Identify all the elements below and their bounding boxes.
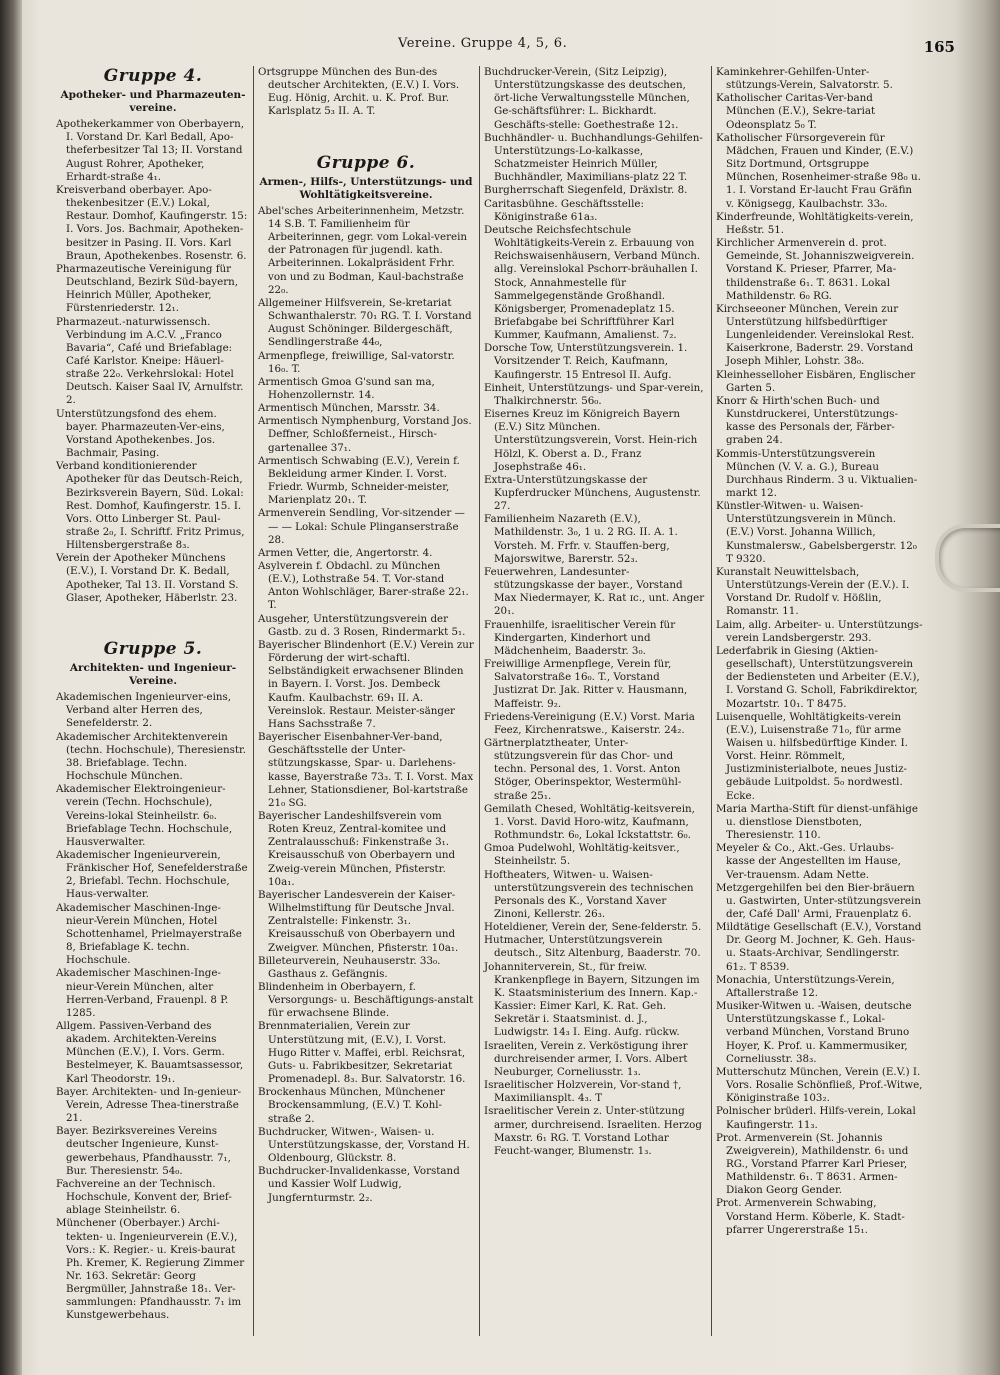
association-entry: Abel'sches Arbeiterinnenheim, Metzstr. 14 S.B. T. Familienheim für Arbeiterinnen, gegr. vom Lokal-verein der Patronagen für jugendl. kath. Arbeiterinnen. Lokalpräsident Frhr. von und zu Bodman, Kaul-bachstraße 22₀. — [258, 204, 468, 296]
association-entry: Kommis-Unterstützungsverein München (V. V. a. G.), Bureau Durchhaus Rinderm. 3 u. Viktualien-markt 12. — [716, 447, 918, 499]
association-entry: Feuerwehren, Landesunter-stützungskasse der bayer., Vorstand Max Niedermayer, K. Rat ɪc., unt. Anger 20₁. — [484, 565, 705, 618]
association-entry: Münchener (Oberbayer.) Archi-tekten- u. Ingenieurverein (E.V.), Vors.: K. Regier.- u. Kreis-baurat Ph. Kremer, K. Regierung Zimmer Nr. 163. Sekretär: Georg Bergmüller, Jahnstraße 18₁. Ver-sammlungen: Pfandhausstr. 7₁ im Kunstgewerbehaus. — [56, 1217, 245, 1322]
association-entry: Pharmazeutische Vereinigung für Deutschland, Bezirk Süd-bayern, Heinrich Müller, Apotheker, Fürstenriederstr. 12₁. — [56, 262, 239, 315]
group-subheading: Armen-, Hilfs-, Unterstützungs- und Wohltätigkeitsvereine. — [259, 175, 473, 201]
association-entry: Kleinhesselloher Eisbären, Englischer Garten 5. — [716, 368, 916, 394]
text-column-1 — [56, 66, 250, 1346]
association-entry: Deutsche Reichsfechtschule Wohltätigkeits-Verein z. Erbauung von Reichswaisenhäusern, Verband Münch. allg. Vereinslokal Pschorr-bräuhallen I. Stock, Annahmestelle für Sammelgegenstände Großhandl. Königsberger, Promenadeplatz 15. Briefabgabe bei Schriftführer Karl Kummer, Kaufmann, Amalienst. 7₂. — [484, 223, 701, 342]
association-entry: Katholischer Fürsorgeverein für Mädchen, Frauen und Kinder, (E.V.) Sitz Dortmund, Ortsgruppe München, Rosenheimer-straße 98₀ u. 1. I. Vorstand Er-laucht Frau Gräfin v. Königsegg, Kaulbachstr. 33₀. — [716, 131, 921, 210]
association-entry: Ausgeher, Unterstützungsverein der Gastb. zu d. 3 Rosen, Rindermarkt 5₁. — [258, 612, 466, 638]
association-entry: Mildtätige Gesellschaft (E.V.), Vorstand Dr. Georg M. Jochner, K. Geh. Haus- u. Staats-Archivar, Sendlingerstr. 61₂. T 8539. — [716, 921, 922, 973]
paper-clip — [935, 524, 1000, 592]
association-entry: Caritasbühne. Geschäftsstelle: Königinstraße 61a₃. — [484, 197, 644, 223]
association-entry: Asylverein f. Obdachl. zu München (E.V.), Lothstraße 54. T. Vor-stand Anton Wohlschläger, Barer-straße 22₁. T. — [258, 560, 469, 612]
group-heading: Gruppe 4. — [103, 66, 203, 86]
association-entry: Buchdrucker-Verein, (Sitz Leipzig), Unterstützungskasse des deutschen, ört-liche Verwaltungsstelle München, Ge-schäftsführer: L. Bickhardt. Geschäfts-stelle: Goethestraße 12₁. — [484, 66, 690, 131]
association-entry: Buchhändler- u. Buchhandlungs-Gehilfen-Unterstützungs-Lo-kalkasse, Schatzmeister Heinrich Müller, Buchhändler, Maximilians-platz 22 T. — [484, 131, 703, 184]
association-entry: Apothekerkammer von Oberbayern, I. Vorstand Dr. Karl Bedall, Apo-theferbesitzer Tal 13; II. Vorstand August Rohrer, Apotheker, Erhardt-straße 4₁. — [56, 118, 244, 183]
association-entry: Fachvereine an der Technisch. Hochschule, Konvent der, Brief-ablage Steinheilstr. 6. — [56, 1177, 232, 1217]
association-entry: Polnischer brüderl. Hilfs-verein, Lokal Kaufingerstr. 11₃. — [716, 1105, 916, 1131]
association-entry: Bayer. Architekten- und In-genieur-Verein, Adresse Thea-tinerstraße 21. — [56, 1085, 242, 1125]
association-entry: Israelitischer Verein z. Unter-stützung armer, durchreisend. Israeliten. Herzog Maxstr. 6₁ RG. T. Vorstand Lothar Feucht-wanger, Blumenstr. 1₃. — [484, 1105, 702, 1157]
association-entry: Bayerischer Landesverein der Kaiser-Wilhelmstiftung für Deutsche Jnval. Zentralstelle: Finkenstr. 3₁. Kreisausschuß von Oberbayern und Zweigver. München, Pfisterstr. 10a₁. — [258, 888, 459, 954]
association-entry: Brennmaterialien, Verein zur Unterstützung mit, (E.V.), I. Vorst. Hugo Ritter v. Maffei, erbl. Reichsrat, Guts- u. Fabrikbesitzer, Sekretariat Promenadepl. 8₃. Bur. Salvatorstr. 16. — [258, 1020, 466, 1086]
association-entry: Armentisch Schwabing (E.V.), Verein f. Bekleidung armer Kinder. I. Vorst. Friedr. Wurmb, Schneider-meister, Marienplatz 20₁. T. — [258, 454, 460, 507]
association-entry: Monachia, Unterstützungs-Verein, Aftallerstraße 12. — [716, 973, 895, 999]
association-entry: Kirchlicher Armenverein d. prot. Gemeinde, St. Johanniszweigverein. Vorstand K. Prieser, Pfarrer, Ma-thildenstraße 6₁. T. 8631. Lokal Mathildenstr. 6₀ RG. — [716, 237, 915, 302]
association-entry: Pharmazeut.-naturwissensch. Verbindung im A.C.V. „Franco Bavaria“, Café und Briefablage: Café Karlstor. Kneipe: Häuerl-straße 22₀. Verkehrslokal: Hotel Deutsch. Kaiser Saal IV, Arnulfstr. 2. — [56, 315, 244, 407]
page-header — [255, 36, 955, 58]
association-entry: Familienheim Nazareth (E.V.), Mathildenstr. 3₀, 1 u. 2 RG. II. A. 1. Vorsteh. M. Frfr. v. Stauffen-berg, Majorswitwe, Barerstr. 52₃. — [484, 513, 678, 565]
association-entry: Armentisch Nymphenburg, Vorstand Jos. Deffner, Schloßferneist., Hirsch-gartenallee 37₁. — [258, 415, 472, 454]
association-entry: Armentisch München, Marsstr. 34. — [258, 402, 440, 415]
association-entry: Bayer. Bezirksvereines Vereins deutscher Ingenieure, Kunst-gewerbehaus, Pfandhausstr. 7₁, Bur. Theresienstr. 54₀. — [56, 1125, 231, 1177]
association-entry: Unterstützungsfond des ehem. bayer. Pharmazeuten-Ver-eins, Vorstand Apothekenbes. Jos. Bachmair, Pasing. — [56, 407, 225, 460]
association-entry: Freiwillige Armenpflege, Verein für, Salvatorstraße 16₀. T., Vorstand Justizrat Dr. Jak. Ritter v. Hausmann, Maffeistr. 9₂. — [484, 658, 688, 710]
association-entry: Blindenheim in Oberbayern, f. Versorgungs- u. Beschäftigungs-anstalt für erwachsene Blinde. — [258, 981, 474, 1020]
association-entry: Akademischen Ingenieurver-eins, Verband alter Herren des, Senefelderstr. 2. — [56, 691, 232, 730]
association-entry: Gmoa Pudelwohl, Wohltätig-keitsver., Steinheilstr. 5. — [484, 842, 680, 868]
running-title: Vereine. Gruppe 4, 5, 6. — [398, 36, 568, 51]
association-entry: Burgherrschaft Siegenfeld, Dräxlstr. 8. — [484, 184, 688, 197]
association-entry: Armenverein Sendling, Vor-sitzender — — — Lokal: Schule Plinganserstraße 28. — [258, 507, 465, 546]
association-entry: Verband konditionierender Apotheker für das Deutsch-Reich, Bezirksverein Bayern, Süd. Lokal: Rest. Domhof, Kaufingerstr. 15. I. Vors. Otto Linberger St. Paul-straße 2₀, I. Schriftf. Fritz Primus, Hiltensbergerstraße 8₃. — [56, 460, 245, 552]
association-entry: Laim, allg. Arbeiter- u. Unterstützungs-verein Landsbergerstr. 293. — [716, 618, 923, 644]
association-entry: Kinderfreunde, Wohltätigkeits-verein, Heßstr. 51. — [716, 210, 914, 236]
association-entry: Verein der Apotheker Münchens (E.V.), I. Vorstand Dr. K. Bedall, Apotheker, Tal 13. II. Vorstand S. Glaser, Apotheker, Häberlstr. 23. — [56, 552, 239, 604]
association-entry: Meyeler & Co., Akt.-Ges. Urlaubs-kasse der Angestellten im Hause, Ver-trauensm. Adam Nette. — [716, 842, 901, 881]
text-column-3 — [484, 66, 706, 1346]
association-entry: Mutterschutz München, Verein (E.V.) I. Vors. Rosalie Schönfließ, Prof.-Witwe, Königinstraße 103₂. — [716, 1065, 923, 1105]
association-entry: Prot. Armenverein (St. Johannis Zweigverein), Mathildenstr. 6₁ und RG., Vorstand Pfarrer Karl Prieser, Mathildenstr. 6₁. T 8631. Armen-Diakon Georg Gender. — [716, 1131, 909, 1197]
association-entry: Armentisch Gmoa G'sund san ma, Hohenzollernstr. 14. — [258, 375, 435, 401]
association-entry: Knorr & Hirth'schen Buch- und Kunstdruckerei, Unterstützungs-kasse des Personals der, Färber-graben 24. — [716, 394, 898, 447]
group-heading: Gruppe 6. — [316, 152, 416, 173]
association-entry: Billeteurverein, Neuhauserstr. 33₀. Gasthaus z. Gefängnis. — [258, 954, 441, 980]
association-entry: Dorsche Tow, Unterstützungsverein. 1. Vorsitzender T. Reich, Kaufmann, Kaufingerstr. 15 Entresol II. Aufg. — [484, 342, 688, 381]
association-entry: Extra-Unterstützungskasse der Kupferdrucker Münchens, Augustenstr. 27. — [484, 473, 701, 513]
association-entry: Buchdrucker, Witwen-, Waisen- u. Unterstützungskasse, der, Vorstand H. Oldenbourg, Glückstr. 8. — [258, 1125, 470, 1165]
section-gap — [258, 119, 474, 153]
association-entry: Armenpflege, freiwillige, Sal-vatorstr. 16₀. T. — [258, 349, 455, 375]
association-entry: Allgemeiner Hilfsverein, Se-kretariat Schwanthalerstr. 70₁ RG. T. I. Vorstand August Schöninger. Bildergeschäft, Sendlingerstraße 44₀, — [258, 296, 472, 349]
association-entry: Akademischer Maschinen-Inge-nieur-Verein München, Hotel Schottenhamel, Prielmayerstraße 8, Briefablage K. techn. Hochschule. — [56, 901, 242, 967]
association-entry: Hoteldiener, Verein der, Sene-felderstr. 5. — [484, 921, 702, 934]
association-entry: Israelitischer Holzverein, Vor-stand †, Maximiliansplt. 4₃. T — [484, 1079, 682, 1105]
association-entry: Hutmacher, Unterstützungsverein deutsch., Sitz Altenburg, Baaderstr. 70. — [484, 934, 701, 960]
column-rule — [479, 66, 480, 1336]
association-entry: Kirchseeoner München, Verein zur Unterstützung hilfsbedürftiger Lungenleidender. Vereinslokal Rest. Kaiserkrone, Baderstr. 29. Vorstand Joseph Mihler, Lohstr. 38₀. — [716, 302, 915, 368]
association-entry: Metzgergehilfen bei den Bier-bräuern u. Gastwirten, Unter-stützungsverein der, Café Dall' Armi, Frauenplatz 6. — [716, 881, 921, 920]
association-entry: Israeliten, Verein z. Verköstigung ihrer durchreisender armer, I. Vors. Albert Neuburger, Corneliusstr. 1₃. — [484, 1039, 688, 1078]
association-entry: Akademischer Elektroingenieur-verein (Techn. Hochschule), Vereins-lokal Steinheilstr. 6₀. Briefablage Techn. Hochschule, Hausverwalter. — [56, 783, 233, 848]
text-column-4 — [716, 66, 923, 1346]
association-entry: Armen Vetter, die, Angertorstr. 4. — [258, 546, 433, 559]
association-entry: Musiker-Witwen u. -Waisen, deutsche Unterstützungskasse f., Lokal-verband München, Vorstand Bruno Hoyer, K. Prof. u. Kammermusiker, Corneliusstr. 38₃. — [716, 1000, 912, 1065]
association-entry: Einheit, Unterstützungs- und Spar-verein, Thalkirchnerstr. 56₀. — [484, 381, 704, 407]
association-entry: Ortsgruppe München des Bun-des deutscher Architekten, (E.V.) I. Vors. Eug. Hönig, Archit. u. K. Prof. Bur. Karlsplatz 5₃ II. A. T. — [258, 66, 460, 118]
group-subheading: Architekten- und Ingenieur-Vereine. — [69, 662, 237, 688]
association-entry: Prot. Armenverein Schwabing, Vorstand Herm. Köberle, K. Stadt-pfarrer Ungererstraße 15₁. — [716, 1197, 905, 1236]
association-entry: Allgem. Passiven-Verband des akadem. Architekten-Vereins München (E.V.), I. Vors. Germ. Bestelmeyer, K. Bauamtsassessor, Karl Theodorstr. 19₁. — [56, 1020, 244, 1085]
association-entry: Hoftheaters, Witwen- u. Waisen-unterstützungsverein des technischen Personals des K., Vorstand Xaver Zinoni, Kellerstr. 26₃. — [484, 868, 694, 920]
association-entry: Maria Martha-Stift für dienst-unfähige u. dienstlose Dienstboten, Theresienstr. 110. — [716, 802, 918, 842]
association-entry: Buchdrucker-Invalidenkasse, Vorstand und Kassier Wolf Ludwig, Jungfernturmstr. 2₂. — [258, 1165, 460, 1204]
text-column-2 — [258, 66, 474, 1346]
association-entry: Gärtnerplatztheater, Unter-stützungsverein für das Chor- und techn. Personal des, 1. Vorst. Anton Stöger, Oberinspektor, Westermühl-straße 25₁. — [484, 736, 682, 802]
association-entry: Eisernes Kreuz im Königreich Bayern (E.V.) Sitz München. Unterstützungsverein, Vorst. Hein-rich Hölzl, K. Oberst a. D., Franz Josephstraße 46₁. — [484, 408, 698, 473]
association-entry: Kuranstalt Neuwittelsbach, Unterstützungs-Verein der (E.V.). I. Vorstand Dr. Rudolf v. Hößlin, Romanstr. 11. — [716, 565, 910, 618]
association-entry: Akademischer Ingenieurverein, Fränkischer Hof, Senefelderstraße 2, Briefabl. Techn. Hochschule, Haus-verwalter. — [56, 848, 248, 901]
association-entry: Bayerischer Eisenbahner-Ver-band, Geschäftsstelle der Unter-stützungskasse, Spar- u. Darlehens-kasse, Bayerstraße 73₃. T. I. Vorst. Max Lehner, Stationsdiener, Bol-kartstraße 21₀ SG. — [258, 731, 474, 809]
group-heading: Gruppe 5. — [103, 638, 203, 659]
association-entry: Künstler-Witwen- u. Waisen-Unterstützungsverein in Münch. (E.V.) Vorst. Johanna Willich, Kunstmalersw., Gabelsbergerstr. 12₀ T 9320. — [716, 500, 917, 565]
association-entry: Akademischer Architektenverein (techn. Hochschule), Theresienstr. 38. Briefablage. Techn. Hochschule München. — [56, 730, 247, 783]
association-entry: Katholischer Caritas-Ver-band München (E.V.), Sekre-tariat Odeonsplatz 5₀ T. — [716, 92, 876, 131]
column-rule — [711, 66, 712, 1336]
page-number: 165 — [923, 38, 955, 56]
association-entry: Kaminkehrer-Gehilfen-Unter-stützungs-Verein, Salvatorstr. 5. — [716, 66, 893, 92]
association-entry: Johanniterverein, St., für freiw. Krankenpflege in Bayern, Sitzungen im K. Staatsministerium des Innern. Kap.-Kassier: Eimer Karl, K. Rat. Geh. Sekretär i. Staatsminist. d. J., Ludwigstr. 14₃ I. Eing. Aufg. rückw. — [484, 960, 700, 1039]
section-gap — [56, 605, 250, 639]
association-entry: Luisenquelle, Wohltätigkeits-verein (E.V.), Luisenstraße 71₀, für arme Waisen u. hilfsbedürftige Kinder. I. Vorst. Heinr. Römmelt, Justizministerialbote, neues Justiz-gebäude Luitpoldst. 5₀ nordwestl. Ecke. — [716, 710, 908, 802]
association-entry: Frauenhilfe, israelitischer Verein für Kindergarten, Kinderhort und Mädchenheim, Baaderstr. 3₀. — [484, 618, 676, 657]
association-entry: Bayerischer Blindenhort (E.V.) Verein zur Förderung der wirt-schaftl. Selbständigkeit erwachsener Blinden in Bayern. I. Vorst. Jos. Dembeck Kaufm. Kaulbachstr. 69₁ II. A. Vereinslok. Restaur. Meister-sänger Hans Sachsstraße 7. — [258, 638, 474, 730]
association-entry: Bayerischer Landeshilfsverein vom Roten Kreuz, Zentral-komitee und Zentralausschuß: Finkenstraße 3₁. Kreisausschuß von Oberbayern und Zweig-verein München, Pfisterstr. 10a₁. — [258, 809, 456, 888]
association-entry: Akademischer Maschinen-Inge-nieur-Verein München, alter Herren-Verband, Frauenpl. 8 P. 1285. — [56, 967, 229, 1019]
association-entry: Lederfabrik in Giesing (Aktien-gesellschaft), Unterstützungsverein der Bediensteten und Arbeiter (E.V.), I. Vorstand G. Scholl, Fabrikdirektor, Mozartstr. 10₁. T 8475. — [716, 644, 920, 710]
page-gutter-edge — [0, 0, 22, 1375]
association-entry: Friedens-Vereinigung (E.V.) Vorst. Maria Feez, Kirchenratswe., Kaiserstr. 24₂. — [484, 710, 695, 736]
association-entry: Brockenhaus München, Münchener Brockensammlung, (E.V.) T. Kohl-straße 2. — [258, 1086, 445, 1125]
group-subheading: Apotheker- und Pharmazeuten-vereine. — [60, 89, 246, 115]
association-entry: Gemilath Chesed, Wohltätig-keitsverein, 1. Vorst. David Horo-witz, Kaufmann, Rothmundstr. 6₀, Lokal Ickstattstr. 6₀. — [484, 802, 695, 842]
column-rule — [253, 66, 254, 1336]
association-entry: Kreisverband oberbayer. Apo-thekenbesitzer (E.V.) Lokal, Restaur. Domhof, Kaufingerstr. 15: I. Vors. Jos. Bachmair, Apotheken-besitzer in Pasing. II. Vors. Karl Braun, Apothekenbes. Rosenstr. 6. — [56, 183, 248, 262]
